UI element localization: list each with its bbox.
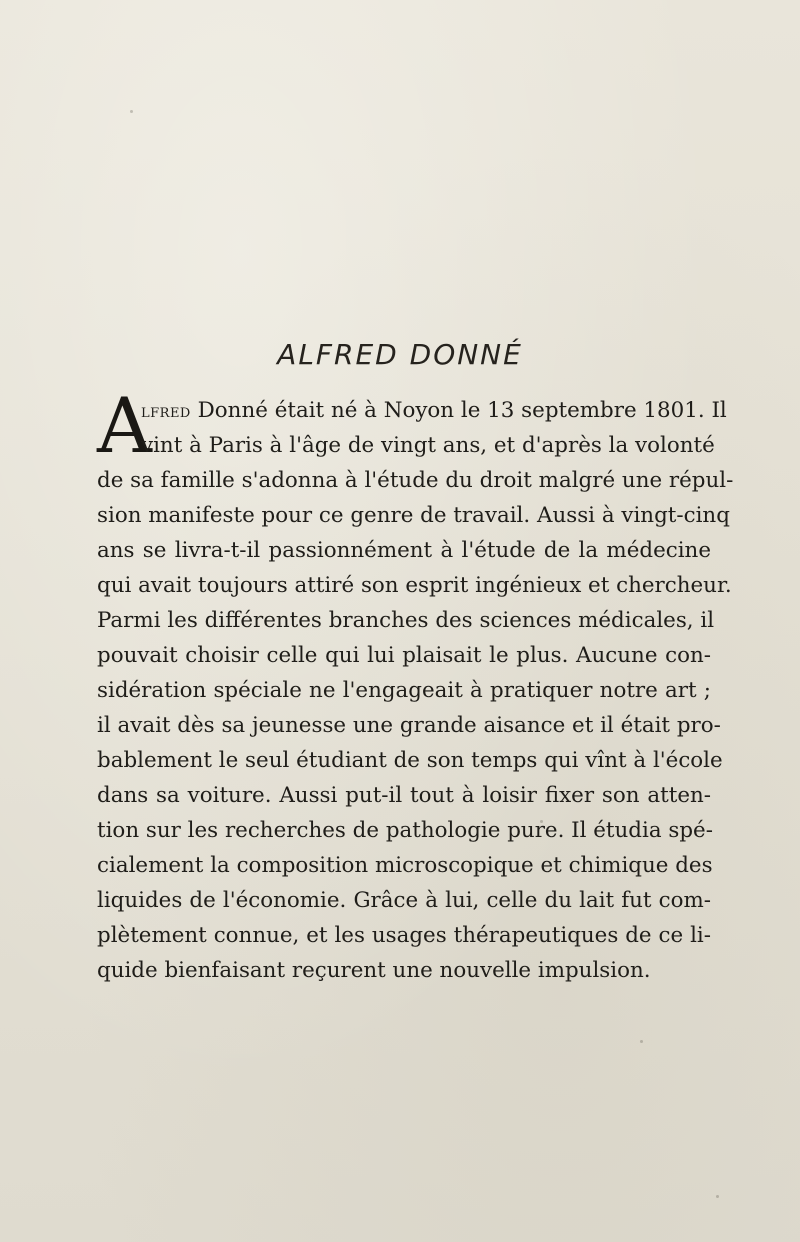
body-paragraph: [97, 393, 734, 988]
paragraph-line-15: liquides de l'économie. Grâce à lui, celle du lait fut com-: [97, 888, 711, 913]
drop-cap-letter: A: [97, 381, 152, 470]
chapter-title: ALFRED DONNÉ: [277, 338, 523, 371]
paragraph-line-3: de sa famille s'adonna à l'étude du droit malgré une répul-: [97, 468, 734, 493]
paragraph-line-6: qui avait toujours attiré son esprit ingénieux et chercheur.: [97, 573, 732, 598]
paragraph-line-14: cialement la composition microscopique et chimique des: [97, 853, 713, 878]
paragraph-line-2: vint à Paris à l'âge de vingt ans, et d'après la volonté: [141, 433, 715, 458]
first-word-smallcaps: lfred: [141, 401, 191, 422]
paragraph-line-17: quide bienfaisant reçurent une nouvelle impulsion.: [97, 958, 651, 983]
paragraph-line-7: Parmi les différentes branches des sciences médicales, il: [97, 608, 715, 633]
paragraph-line-13: tion sur les recherches de pathologie pure. Il étudia spé-: [97, 818, 713, 843]
paragraph-line-8: pouvait choisir celle qui lui plaisait le plus. Aucune con-: [97, 643, 711, 668]
paragraph-line-5: ans se livra-t-il passionnément à l'étude de la médecine: [97, 538, 711, 563]
paragraph-line-11: bablement le seul étudiant de son temps qui vînt à l'école: [97, 748, 723, 773]
paragraph-line-1: [97, 393, 727, 428]
paragraph-line-12: dans sa voiture. Aussi put-il tout à loisir fixer son atten-: [97, 783, 711, 808]
paragraph-line-10: il avait dès sa jeunesse une grande aisance et il était pro-: [97, 713, 721, 738]
paragraph-line-9: sidération spéciale ne l'engageait à pratiquer notre art ;: [97, 678, 711, 703]
paragraph-line-16: plètement connue, et les usages thérapeutiques de ce li-: [97, 923, 711, 948]
first-line-text: Donné était né à Noyon le 13 septembre 1801. Il: [190, 398, 727, 423]
paragraph-line-4: sion manifeste pour ce genre de travail. Aussi à vingt-cinq: [97, 503, 730, 528]
